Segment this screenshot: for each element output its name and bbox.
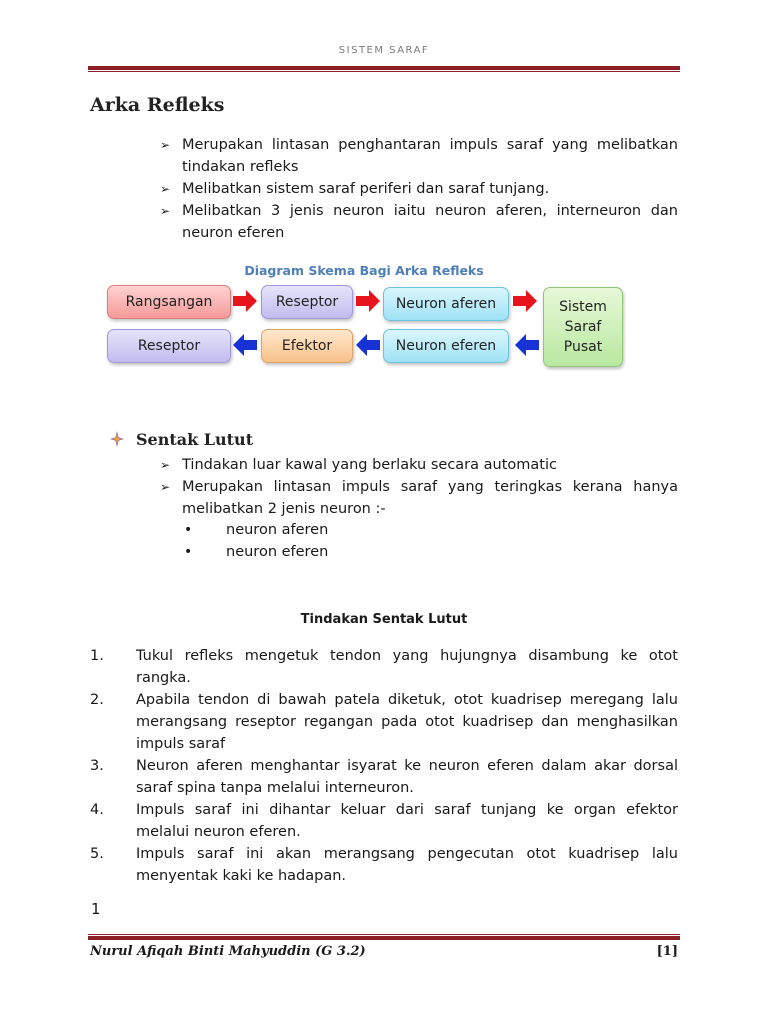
list-item: ➢ Melibatkan 3 jenis neuron iaitu neuron aferen, interneuron dan neuron eferen	[160, 200, 678, 244]
footer-author: Nurul Afiqah Binti Mahyuddin (G 3.2)	[90, 944, 366, 959]
section-title: Arka Refleks	[90, 94, 225, 116]
box-neuron-eferen: Neuron eferen	[383, 329, 509, 363]
list-item: • neuron aferen	[182, 519, 328, 541]
list-item: ➢ Melibatkan sistem saraf periferi dan saraf tunjang.	[160, 178, 678, 200]
arrow-left-icon	[515, 334, 539, 356]
list-item: ➢ Merupakan lintasan penghantaran impuls saraf yang melibatkan tindakan refleks	[160, 134, 678, 178]
four-point-star-icon	[110, 431, 124, 447]
sentak-bullet-list	[160, 454, 678, 520]
list-item: 2. Apabila tendon di bawah patela diketuk, otot kuadrisep meregang lalu merangsang reseptor regangan pada otot kuadrisep dan menghasilkan impuls saraf	[90, 692, 678, 752]
diagram-title: Diagram Skema Bagi Arka Refleks	[244, 263, 484, 278]
steps-list	[90, 645, 678, 887]
box-efektor: Efektor	[261, 329, 353, 363]
list-item: 3. Neuron aferen menghantar isyarat ke neuron eferen dalam akar dorsal saraf spina tanpa melalui interneuron.	[90, 758, 678, 796]
list-item: ➢ Tindakan luar kawal yang berlaku secara automatic	[160, 454, 678, 476]
subsection-title: Sentak Lutut	[112, 430, 253, 449]
footer-rule	[88, 934, 680, 940]
arrow-bullet-icon: ➢	[160, 138, 171, 152]
arrow-bullet-icon: ➢	[160, 480, 171, 494]
arrow-right-icon	[233, 290, 257, 312]
neuron-sub-list	[182, 519, 328, 563]
list-item: • neuron eferen	[182, 541, 328, 563]
diagram-arrows	[0, 0, 768, 400]
list-item: ➢ Merupakan lintasan impuls saraf yang teringkas kerana hanya melibatkan 2 jenis neuron :-	[160, 476, 678, 520]
steps-heading: Tindakan Sentak Lutut	[300, 612, 468, 627]
arrow-bullet-icon: ➢	[160, 458, 171, 472]
arrow-bullet-icon: ➢	[160, 182, 171, 196]
arrow-left-icon	[233, 334, 257, 356]
box-reseptor-top: Reseptor	[261, 285, 353, 319]
footer-page: [1]	[656, 944, 678, 959]
box-reseptor-bottom: Reseptor	[107, 329, 231, 363]
box-neuron-aferen: Neuron aferen	[383, 287, 509, 321]
arrow-bullet-icon: ➢	[160, 204, 171, 218]
arrow-left-icon	[356, 334, 380, 356]
list-item: 1. Tukul refleks mengetuk tendon yang hujungnya disambung ke otot rangka.	[90, 648, 678, 686]
arrow-right-icon	[513, 290, 537, 312]
list-item: 4. Impuls saraf ini dihantar keluar dari saraf tunjang ke organ efektor melalui neuron eferen.	[90, 802, 678, 840]
running-header: SISTEM SARAF	[338, 45, 430, 56]
page-number: 1	[91, 900, 101, 918]
box-rangsangan: Rangsangan	[107, 285, 231, 319]
list-item: 5. Impuls saraf ini akan merangsang pengecutan otot kuadrisep lalu menyentak kaki ke hadapan.	[90, 846, 678, 884]
box-sistem-saraf-pusat: Sistem Saraf Pusat	[543, 287, 623, 367]
arrow-right-icon	[356, 290, 380, 312]
